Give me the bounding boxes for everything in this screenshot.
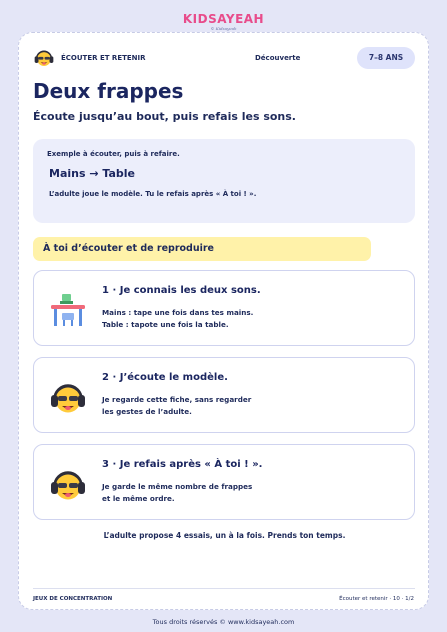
footer-category: JEUX DE CONCENTRATION xyxy=(33,596,113,602)
step-description xyxy=(102,481,402,505)
step-line: Je garde le même nombre de frappes xyxy=(102,482,253,491)
section-label: ÉCOUTER ET RETENIR xyxy=(61,54,146,62)
page-subtitle: Écoute jusqu’au bout, puis refais les sons. xyxy=(33,110,296,123)
step-line: Je regarde cette fiche, sans regarder xyxy=(102,395,252,404)
step-line: les gestes de l’adulte. xyxy=(102,407,192,416)
desk-icon xyxy=(48,291,88,331)
page-title: Deux frappes xyxy=(33,79,184,103)
step-card-3 xyxy=(33,444,415,520)
example-note: L’adulte joue le modèle. Tu le refais après « À toi ! ». xyxy=(49,190,257,198)
step-card-1 xyxy=(33,270,415,346)
headphones-emoji-icon xyxy=(33,47,55,69)
step-line: et le même ordre. xyxy=(102,494,175,503)
step-card-2 xyxy=(33,357,415,433)
trials-note: L’adulte propose 4 essais, un à la fois. Prends ton temps. xyxy=(103,531,346,540)
headphones-emoji-icon xyxy=(48,465,88,505)
brand-logo xyxy=(0,8,447,31)
step-line: Mains : tape une fois dans tes mains. xyxy=(102,308,254,317)
worksheet-card xyxy=(18,32,429,610)
step-title: 1 · Je connais les deux sons. xyxy=(102,285,261,296)
step-description xyxy=(102,394,402,418)
example-pair: Mains → Table xyxy=(49,167,136,180)
example-label: Exemple à écouter, puis à refaire. xyxy=(47,150,180,158)
logo-wordmark: KIDSAYEAH xyxy=(182,12,265,26)
step-description xyxy=(102,307,402,331)
headphones-emoji-icon xyxy=(48,378,88,418)
step-line: Table : tapote une fois la table. xyxy=(102,320,229,329)
step-title: 2 · J’écoute le modèle. xyxy=(102,372,228,383)
step-title: 3 · Je refais après « À toi ! ». xyxy=(102,459,263,470)
worksheet-header xyxy=(33,45,415,71)
footer-page-info: Écouter et retenir · 10 · 1/2 xyxy=(339,596,414,602)
level-label: Découverte xyxy=(255,54,301,62)
copyright-notice: Tous droits réservés © www.kidsayeah.com xyxy=(152,618,295,626)
logo-tagline: © Kidsayeah xyxy=(210,26,237,31)
example-panel xyxy=(33,139,415,223)
instruction-banner: À toi d’écouter et de reproduire xyxy=(33,237,371,261)
footer-divider xyxy=(33,588,415,589)
age-badge: 7–8 ANS xyxy=(357,47,415,69)
